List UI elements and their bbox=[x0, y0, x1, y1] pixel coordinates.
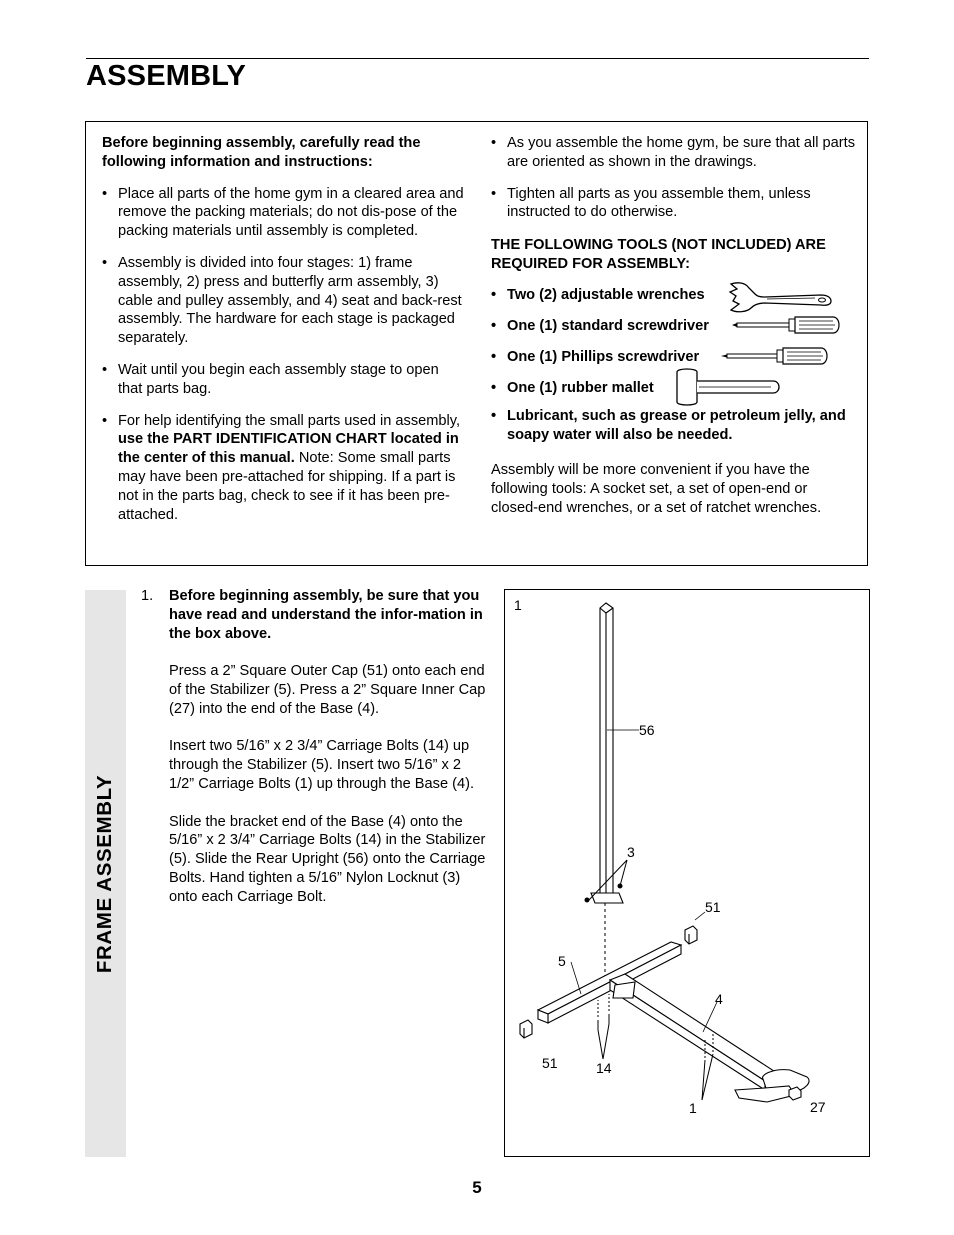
list-item: • Assembly is divided into four stages: 1) frame assembly, 2) press and butterfly arm assembly, 3) cable and pulley assembly, and 4) seat and back-rest assembly. The hardware for each stage is packaged separately. bbox=[102, 254, 462, 347]
rear-upright bbox=[591, 603, 623, 903]
instructions-box bbox=[85, 121, 868, 566]
instructions-intro: Before beginning assembly, carefully read the following information and instructions: bbox=[102, 135, 421, 170]
step-intro: Before beginning assembly, be sure that you have read and understand the infor-mation in the box above. bbox=[169, 588, 483, 642]
callout-4: 4 bbox=[715, 991, 723, 1007]
figure-number: 1 bbox=[514, 597, 522, 613]
tool-item: • One (1) rubber mallet bbox=[491, 379, 856, 410]
instructions-left-column bbox=[102, 134, 467, 524]
callout-51-bottom: 51 bbox=[542, 1055, 558, 1071]
list-item: • Tighten all parts as you assemble them, unless instructed to do otherwise. bbox=[491, 185, 811, 221]
adjustable-wrench-icon bbox=[725, 280, 835, 314]
callout-56: 56 bbox=[639, 722, 655, 738]
assembly-figure bbox=[504, 589, 870, 1157]
step-paragraph: Press a 2” Square Outer Cap (51) onto each end of the Stabilizer (5). Press a 2” Square Inner Cap (27) into the end of the Base (4). bbox=[169, 663, 486, 717]
callout-5: 5 bbox=[558, 953, 566, 969]
page-number: 5 bbox=[472, 1178, 482, 1197]
callout-27: 27 bbox=[810, 1099, 826, 1115]
base bbox=[610, 974, 809, 1102]
list-item: • Place all parts of the home gym in a cleared area and remove the packing materials; do not dis-pose of the packing materials until assembly is completed. bbox=[102, 185, 464, 240]
phillips-screwdriver-icon bbox=[719, 342, 831, 368]
frame-assembly-diagram bbox=[505, 590, 871, 1158]
part-chart-reference: use the PART IDENTIFICATION CHART located in the center of this manual. bbox=[118, 431, 459, 467]
page-title: ASSEMBLY bbox=[86, 60, 247, 92]
convenience-note: Assembly will be more convenient if you have the following tools: A socket set, a set of open-end or closed-end wrenches, or a set of ratchet wrenches. bbox=[491, 462, 822, 516]
lubricant-note: • Lubricant, such as grease or petroleum jelly, and soapy water will also be needed. bbox=[491, 407, 846, 443]
tool-item: • Two (2) adjustable wrenches bbox=[491, 286, 856, 317]
outer-cap-bottom bbox=[520, 1020, 532, 1038]
tools-heading: THE FOLLOWING TOOLS (NOT INCLUDED) ARE REQUIRED FOR ASSEMBLY: bbox=[491, 237, 826, 272]
callout-14: 14 bbox=[596, 1060, 612, 1076]
callout-51-top: 51 bbox=[705, 899, 721, 915]
section-label: FRAME ASSEMBLY bbox=[93, 774, 116, 974]
standard-screwdriver-icon bbox=[729, 311, 841, 337]
header-rule bbox=[86, 58, 869, 59]
step-body bbox=[169, 587, 486, 907]
step-number: 1. bbox=[141, 588, 154, 604]
instructions-right-column bbox=[491, 134, 856, 518]
step-1 bbox=[141, 587, 486, 925]
list-item: • As you assemble the home gym, be sure that all parts are oriented as shown in the drawings. bbox=[491, 135, 855, 170]
step-paragraph: Slide the bracket end of the Base (4) onto the 5/16” x 2 3/4” Carriage Bolts (14) in the Stabilizer (5). Slide the Rear Upright (56) onto the Carriage Bolts. Hand tighten a 5/16” Nylon Locknut (3) onto each Carriage Bolt. bbox=[169, 813, 486, 905]
callout-1: 1 bbox=[689, 1100, 697, 1116]
list-item: • For help identifying the small parts used in assembly, use the PART IDENTIFICATION CHART located in the center of this manual. Note: Some small parts may have been pre-attached for shipping. If a part is not in the parts bag, check to see if it has been pre-attached. bbox=[102, 412, 461, 523]
callout-3: 3 bbox=[627, 844, 635, 860]
outer-cap-top bbox=[685, 926, 697, 944]
inner-cap bbox=[789, 1087, 801, 1100]
step-paragraph: Insert two 5/16” x 2 3/4” Carriage Bolts (14) up through the Stabilizer (5). Insert two 5/16” x 2 1/2” Carriage Bolts (1) up through the Base (4). bbox=[169, 738, 475, 792]
tool-item: • One (1) standard screwdriver bbox=[491, 317, 856, 348]
rubber-mallet-icon bbox=[673, 366, 783, 408]
list-item: • Wait until you begin each assembly stage to open that parts bag. bbox=[102, 361, 439, 397]
tool-item: • One (1) Phillips screwdriver bbox=[491, 348, 856, 379]
carriage-bolts-14 bbox=[598, 994, 609, 1059]
